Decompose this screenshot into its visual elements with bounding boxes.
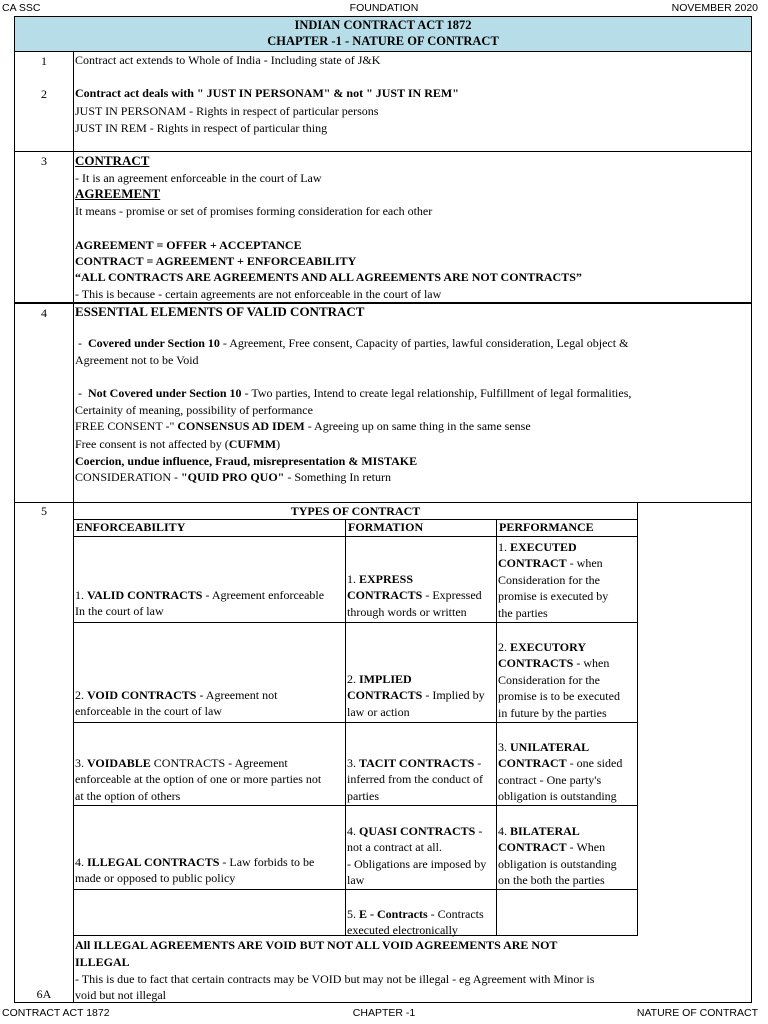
cufmm-prefix: Free consent is not affected by ( bbox=[75, 437, 229, 451]
row-number-5: 5 bbox=[41, 504, 47, 518]
consideration-prefix: CONSIDERATION - bbox=[75, 470, 181, 484]
row-number-6a: 6A bbox=[36, 987, 52, 1001]
cufmm-acronym: CUFMM bbox=[228, 437, 277, 451]
enforceability-illegal: 4. ILLEGAL CONTRACTS - Law forbids to be made or opposed to public policy bbox=[75, 855, 315, 886]
performance-executory: 2. EXECUTORY CONTRACTS - when Consideration for the promise is to be executed in future by the parties bbox=[498, 640, 620, 720]
essential-elements-heading: ESSENTIAL ELEMENTS OF VALID CONTRACT bbox=[75, 304, 365, 319]
cufmm-line bbox=[75, 436, 747, 452]
table-border bbox=[73, 536, 638, 537]
covered-section-10: - Covered under Section 10 - Agreement, Free consent, Capacity of parties, lawful consideration, Legal object & bbox=[75, 336, 629, 350]
footer-center: CHAPTER -1 bbox=[352, 1007, 416, 1019]
title-line-2: CHAPTER -1 - NATURE OF CONTRACT bbox=[267, 34, 499, 48]
formation-tacit: 3. TACIT CONTRACTS - inferred from the conduct of parties bbox=[347, 756, 483, 803]
row-number-2: 2 bbox=[41, 87, 47, 101]
row-separator bbox=[15, 151, 751, 152]
contract-sheet bbox=[14, 16, 752, 1003]
covered-label: Covered under Section 10 bbox=[88, 336, 220, 350]
performance-bilateral: 4. BILATERAL CONTRACT - When obligation is outstanding on the both the parties bbox=[498, 824, 617, 888]
row-2-line-3: JUST IN REM - Rights in respect of particular thing bbox=[75, 121, 328, 135]
table-border bbox=[73, 722, 638, 723]
table-border bbox=[637, 503, 638, 935]
cufmm-suffix: ) bbox=[276, 437, 281, 451]
free-consent-suffix: - Agreeing up on same thing in the same sense bbox=[304, 419, 531, 433]
performance-unilateral: 3. UNILATERAL CONTRACT - one sided contract - One party's obligation is outstanding bbox=[498, 740, 623, 804]
not-covered-text: - Two parties, Intend to create legal relationship, Fulfillment of legal formalities, bbox=[241, 386, 632, 400]
free-consent-prefix: FREE CONSENT -" bbox=[75, 419, 178, 433]
covered-text: - Agreement, Free consent, Capacity of parties, lawful consideration, Legal object & bbox=[219, 336, 629, 350]
header-enforceability: ENFORCEABILITY bbox=[76, 520, 186, 534]
not-covered-section-10: - Not Covered under Section 10 - Two parties, Intend to create legal relationship, Fulfillment of legal formalities, bbox=[75, 386, 632, 400]
page-header bbox=[0, 2, 768, 16]
row-1-text: Contract act extends to Whole of India - Including state of J&K bbox=[75, 53, 381, 67]
quote-reason: - This is because - certain agreements are not enforceable in the court of law bbox=[75, 287, 442, 301]
not-covered-label: Not Covered under Section 10 bbox=[88, 386, 242, 400]
table-border bbox=[73, 520, 74, 935]
title-line-1: INDIAN CONTRACT ACT 1872 bbox=[294, 18, 472, 32]
formation-express: 1. EXPRESS CONTRACTS - Expressed through words or written bbox=[347, 572, 482, 619]
consensus-ad-idem: CONSENSUS AD IDEM bbox=[177, 419, 305, 433]
not-covered-text-2: Certainity of meaning, possibility of performance bbox=[75, 403, 313, 417]
illegal-void-heading-2: ILLEGAL bbox=[75, 955, 130, 969]
agreement-definition: It means - promise or set of promises forming consideration for each other bbox=[75, 204, 433, 218]
illegal-void-heading-1: All ILLEGAL AGREEMENTS ARE VOID BUT NOT ALL VOID AGREEMENTS ARE NOT bbox=[75, 938, 558, 952]
header-right: NOVEMBER 2020 bbox=[671, 2, 758, 14]
illegal-void-text-2: void but not illegal bbox=[75, 988, 166, 1002]
table-border bbox=[496, 520, 497, 935]
agreement-heading: AGREEMENT bbox=[75, 186, 161, 201]
table-border bbox=[345, 520, 346, 935]
header-formation: FORMATION bbox=[348, 520, 424, 534]
row-number-1: 1 bbox=[41, 54, 47, 68]
free-consent bbox=[75, 418, 747, 434]
formation-implied: 2. IMPLIED CONTRACTS - Implied by law or action bbox=[347, 672, 485, 719]
formation-e-contracts: 5. E - Contracts - Contracts executed electronically bbox=[347, 907, 484, 938]
contract-heading: CONTRACT bbox=[75, 153, 150, 168]
header-performance: PERFORMANCE bbox=[499, 520, 594, 534]
covered-text-2: Agreement not to be Void bbox=[75, 353, 199, 367]
formation-quasi: 4. QUASI CONTRACTS - not a contract at all. - Obligations are imposed by law bbox=[347, 824, 487, 888]
cufmm-expansion: Coercion, undue influence, Fraud, misrepresentation & MISTAKE bbox=[75, 454, 418, 468]
row-2-line-2: JUST IN PERSONAM - Rights in respect of particular persons bbox=[75, 104, 379, 118]
row-number-3: 3 bbox=[41, 154, 47, 168]
row-number-4: 4 bbox=[41, 306, 47, 320]
footer-right: NATURE OF CONTRACT bbox=[636, 1007, 758, 1019]
illegal-void-text-1: - This is due to fact that certain contracts may be VOID but may not be illegal - eg Agreement with Minor is bbox=[75, 972, 595, 986]
contract-definition: - It is an agreement enforceable in the court of Law bbox=[75, 171, 322, 185]
types-of-contract-title: TYPES OF CONTRACT bbox=[290, 504, 421, 518]
footer-left: CONTRACT ACT 1872 bbox=[2, 1007, 110, 1019]
enforceability-voidable: 3. VOIDABLE CONTRACTS - Agreement enforceable at the option of one or more parties not at the option of others bbox=[75, 756, 322, 803]
header-center: FOUNDATION bbox=[349, 2, 419, 14]
table-border bbox=[73, 622, 638, 623]
consideration-suffix: - Something In return bbox=[284, 470, 391, 484]
contract-equation: CONTRACT = AGREEMENT + ENFORCEABILITY bbox=[75, 254, 357, 268]
table-border bbox=[73, 805, 638, 806]
types-of-contract-table bbox=[73, 503, 638, 938]
row-2-heading: Contract act deals with " JUST IN PERSONAM" & not " JUST IN REM" bbox=[75, 86, 459, 100]
table-border bbox=[73, 889, 638, 890]
header-left: CA SSC bbox=[2, 2, 41, 14]
quid-pro-quo: "QUID PRO QUO" bbox=[181, 470, 285, 484]
title-bar bbox=[15, 17, 751, 52]
contracts-quote: “ALL CONTRACTS ARE AGREEMENTS AND ALL AGREEMENTS ARE NOT CONTRACTS” bbox=[75, 270, 582, 284]
page-footer bbox=[0, 1007, 768, 1021]
enforceability-valid: 1. VALID CONTRACTS - Agreement enforceable In the court of law bbox=[75, 588, 325, 619]
enforceability-void: 2. VOID CONTRACTS - Agreement not enforceable in the court of law bbox=[75, 688, 278, 719]
consideration-line bbox=[75, 469, 747, 485]
performance-executed: 1. EXECUTED CONTRACT - when Consideration for the promise is executed by the parties bbox=[498, 540, 609, 620]
agreement-equation: AGREEMENT = OFFER + ACCEPTANCE bbox=[75, 238, 302, 252]
